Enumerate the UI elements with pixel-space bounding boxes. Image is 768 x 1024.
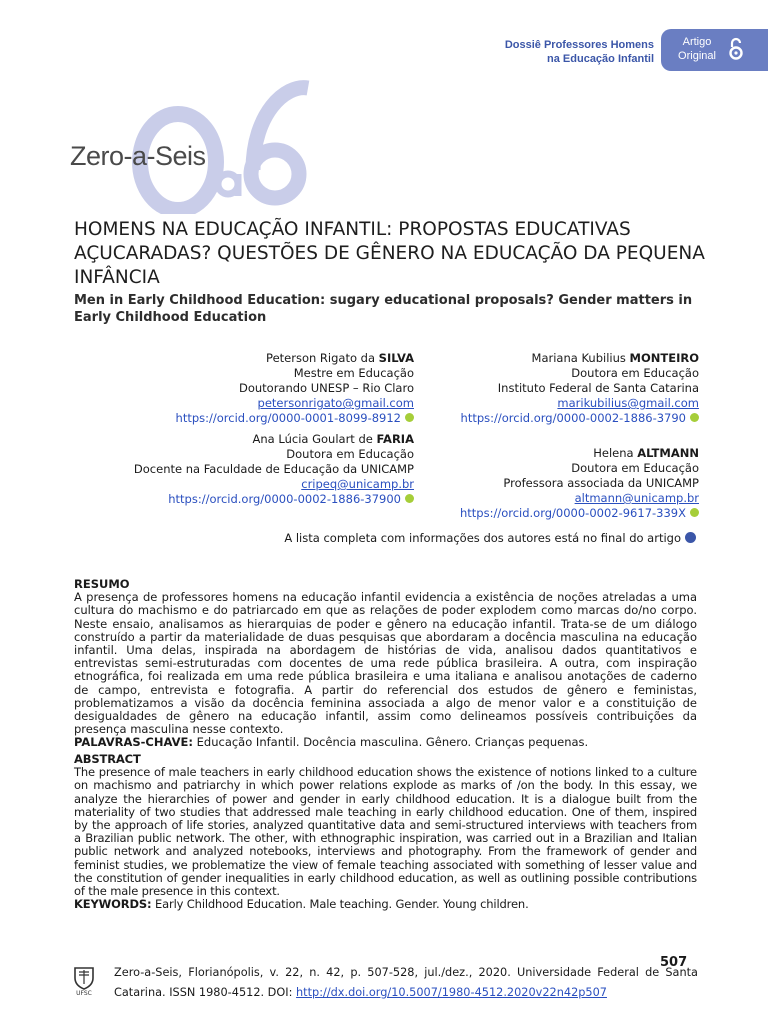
ufsc-logo-icon bbox=[72, 964, 96, 996]
orcid-link[interactable]: https://orcid.org/0000-0002-9617-339X bbox=[459, 506, 686, 520]
resumo-body: A presença de professores homens na educação infantil evidencia a existência de noções atreladas a uma cultura do machismo e do patriarcado em que as relações de poder explodem como marcas do/no corpo. Neste ensaio, analisamos as hierarquias de poder e gênero na educação infantil. Trata-se de um diálogo construído a partir da materialidade de duas pesquisas que abordaram a docência masculina na educação infantil. Uma delas, inspirada na abordagem de histórias de vida, analisou dados quantitativos e entrevistas semi-estruturadas com docentes de uma rede pública brasileira. A outra, com inspiração etnográfica, foi realizada em uma rede pública brasileira e uma italiana e analisou anotações de caderno de campo, entrevista e fotografia. A partir do referencial dos estudos de gênero e feministas, problematizamos a visão da docência feminina associada a algo de menor valor e a constituição de desigualdades de gênero na educação infantil, assim como delineamos possíveis contribuições da presença masculina nesse contexto. bbox=[74, 590, 697, 737]
authors-note-text: A lista completa com informações dos autores está no final do artigo bbox=[284, 531, 681, 545]
abstract-keywords bbox=[74, 898, 697, 911]
author-name: Ana Lúcia Goulart de FARIA bbox=[252, 432, 414, 446]
author-degree: Mestre em Educação bbox=[293, 366, 414, 380]
author-name: Peterson Rigato da SILVA bbox=[266, 351, 414, 365]
dossier-line-1: Dossiê Professores Homens bbox=[504, 39, 654, 51]
author-affiliation: Docente na Faculdade de Educação da UNICAMP bbox=[133, 462, 414, 476]
orcid-icon bbox=[690, 508, 699, 517]
author-email-link[interactable]: altmann@unicamp.br bbox=[574, 491, 699, 505]
svg-text:UFSC: UFSC bbox=[76, 990, 92, 996]
author-orcid bbox=[100, 492, 414, 507]
abstract-body: The presence of male teachers in early childhood education shows the existence of notions linked to a culture on machismo and patriarchy in which power relations explode as marks of /on the body. In this essay, we analyze the hierarchies of power and gender in early childhood education. It is a dialogue built from the materiality of two studies that addressed male teaching in early childhood education. One of them, inspired by the approach of life stories, analyzed quantitative data and semi-structured interviews with teachers from a Brazilian public network. The other, with ethnographic inspiration, was carried out in a Brazilian and Italian public network and analyzed notebooks, interviews and photography. From the framework of gender and feminist studies, we problematize the view of female teaching associated with something of lesser value and the constitution of gender inequalities in early childhood education, as well as outlining possible contributions of the male presence in this context. bbox=[74, 765, 697, 899]
author-degree: Doutora em Educação bbox=[571, 461, 699, 475]
article-title: HOMENS NA EDUCAÇÃO INFANTIL: PROPOSTAS EDUCATIVAS AÇUCARADAS? QUESTÕES DE GÊNERO NA EDUCAÇÃO DA PEQUENA INFÂNCIA bbox=[74, 219, 705, 288]
author-orcid bbox=[100, 411, 414, 426]
resumo-keywords bbox=[74, 736, 697, 749]
badge-line-1: Artigo bbox=[682, 36, 712, 48]
author-email-link[interactable]: petersonrigato@gmail.com bbox=[257, 396, 414, 410]
authors-note-link-icon[interactable] bbox=[685, 532, 696, 543]
doi-link[interactable]: http://dx.doi.org/10.5007/1980-4512.2020v22n42p507 bbox=[296, 986, 607, 999]
author-degree: Doutora em Educação bbox=[571, 366, 699, 380]
badge-line-2: Original bbox=[678, 50, 716, 62]
author-affiliation: Instituto Federal de Santa Catarina bbox=[497, 381, 699, 395]
orcid-link[interactable]: https://orcid.org/0000-0002-1886-3790 bbox=[460, 411, 686, 425]
author-block bbox=[400, 351, 699, 426]
page-number: 507 bbox=[660, 955, 688, 970]
author-orcid bbox=[400, 506, 699, 521]
author-email-link[interactable]: marikubilius@gmail.com bbox=[557, 396, 699, 410]
author-block bbox=[100, 432, 414, 507]
dossier-label bbox=[480, 38, 654, 66]
author-orcid bbox=[400, 411, 699, 426]
resumo-section bbox=[74, 578, 697, 750]
citation-footer bbox=[114, 963, 698, 1003]
keywords-label: PALAVRAS-CHAVE: bbox=[74, 735, 193, 750]
orcid-icon bbox=[690, 413, 699, 422]
orcid-link[interactable]: https://orcid.org/0000-0002-1886-37900 bbox=[168, 492, 401, 506]
dossier-line-2: na Educação Infantil bbox=[547, 53, 654, 65]
resumo-heading: RESUMO bbox=[74, 577, 130, 591]
author-email-link[interactable]: cripeq@unicamp.br bbox=[301, 477, 414, 491]
keywords-text: Educação Infantil. Docência masculina. Gênero. Crianças pequenas. bbox=[192, 735, 589, 750]
author-block bbox=[400, 446, 699, 521]
author-block bbox=[100, 351, 414, 426]
author-name: Helena ALTMANN bbox=[593, 446, 699, 460]
orcid-link[interactable]: https://orcid.org/0000-0001-8099-8912 bbox=[175, 411, 401, 425]
authors-note bbox=[240, 531, 696, 546]
keywords-text: Early Childhood Education. Male teaching. Gender. Young children. bbox=[151, 897, 529, 912]
citation-text: Zero-a-Seis, Florianópolis, v. 22, n. 42, p. 507-528, jul./dez., 2020. Universidade Federal de Santa Catarina. ISSN 1980-4512. DOI: bbox=[114, 966, 698, 999]
open-access-icon bbox=[728, 36, 744, 62]
author-affiliation: Doutorando UNESP – Rio Claro bbox=[238, 381, 414, 395]
article-title-english: Men in Early Childhood Education: sugary educational proposals? Gender matters in Early Childhood Education bbox=[74, 293, 693, 325]
abstract-section bbox=[74, 753, 697, 911]
author-degree: Doutora em Educação bbox=[286, 447, 414, 461]
article-type-badge bbox=[661, 29, 768, 71]
abstract-heading: ABSTRACT bbox=[74, 752, 141, 766]
author-name: Mariana Kubilius MONTEIRO bbox=[531, 351, 699, 365]
author-affiliation: Professora associada da UNICAMP bbox=[503, 476, 699, 490]
keywords-label: KEYWORDS: bbox=[74, 897, 152, 912]
journal-logo-text: Zero-a-Seis bbox=[70, 141, 206, 171]
